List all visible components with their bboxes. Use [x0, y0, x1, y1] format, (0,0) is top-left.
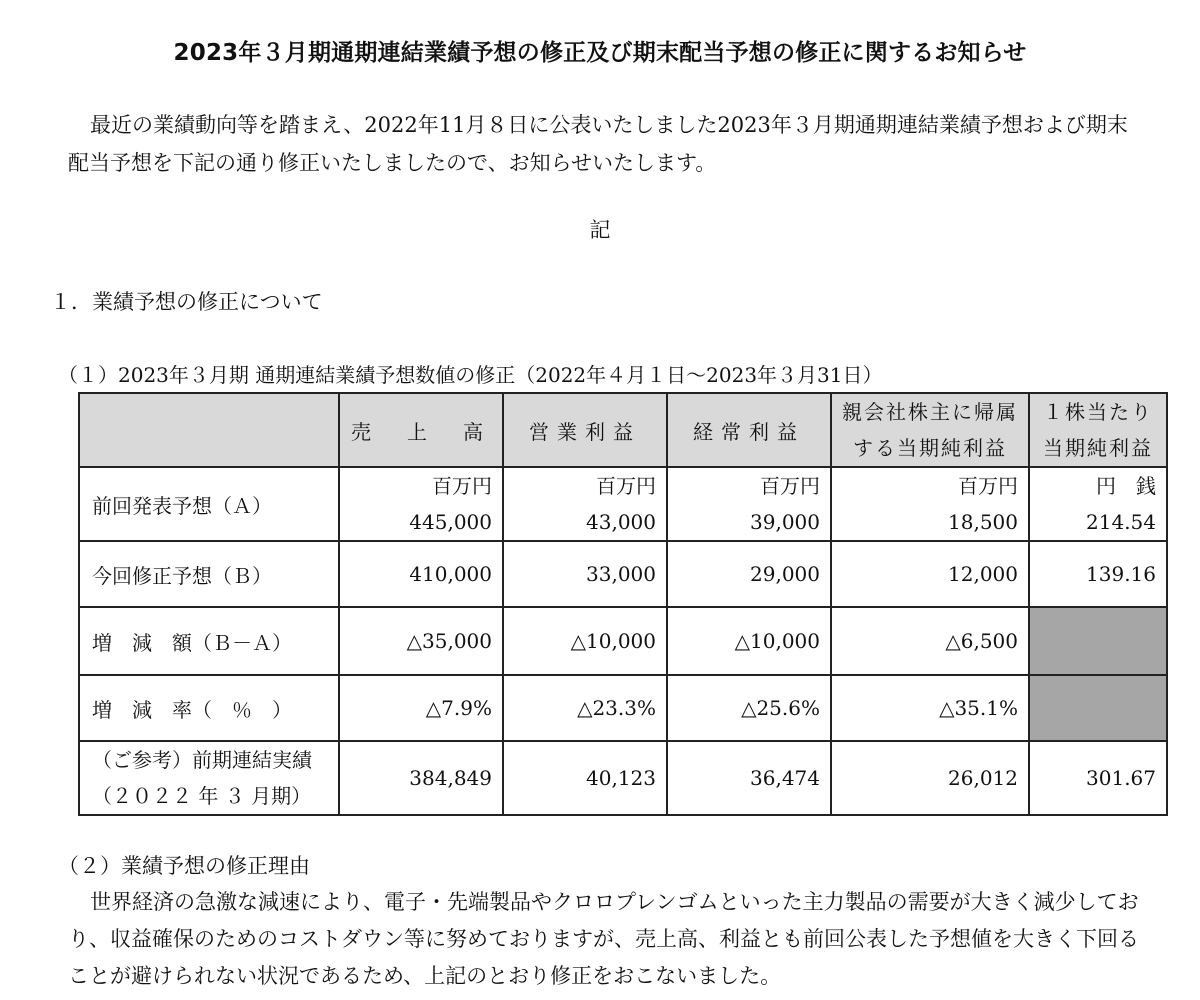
ki-marker: 記 [589, 218, 611, 242]
header-ordinary-income: 経常利益 [667, 393, 831, 467]
table-row [79, 607, 1167, 675]
cell-rev-net-income: 12,000 [831, 541, 1029, 607]
row-label-change-amount: 増 減 額（Ｂ－Ａ） [79, 607, 339, 675]
table-header-row [79, 393, 1167, 467]
header-eps-line2: 当期純利益 [1043, 436, 1153, 460]
table-row [79, 541, 1167, 607]
value: 43,000 [586, 510, 656, 534]
cell-rev-net-sales: 410,000 [339, 541, 503, 607]
cell-prev-ordinary-income [667, 467, 831, 541]
header-eps [1029, 393, 1167, 467]
cell-rev-ordinary-income: 29,000 [667, 541, 831, 607]
cell-rate-eps-shaded [1029, 675, 1167, 741]
cell-prior-eps: 301.67 [1029, 741, 1167, 815]
cell-diff-ordinary-income: △10,000 [667, 607, 831, 675]
row-label-change-rate: 増 減 率（ ％ ） [79, 675, 339, 741]
cell-prev-net-sales [339, 467, 503, 541]
cell-prev-eps [1029, 467, 1167, 541]
header-net-sales: 売 上 高 [339, 393, 503, 467]
header-net-income-line2: する当期純利益 [853, 436, 1007, 460]
cell-diff-operating-income: △10,000 [503, 607, 667, 675]
table-row [79, 467, 1167, 541]
unit-label: 百万円 [760, 474, 820, 498]
subsection-1-heading: （１）2023年３月期 通期連結業績予想数値の修正（2022年４月１日～2023年３月31日） [58, 363, 883, 387]
row-label-line2: （２０２２ 年 ３ 月期） [92, 784, 312, 808]
unit-label: 百万円 [958, 474, 1018, 498]
unit-label: 百万円 [432, 474, 492, 498]
table-row [79, 675, 1167, 741]
cell-diff-net-income: △6,500 [831, 607, 1029, 675]
value: 39,000 [750, 510, 820, 534]
row-label-revised-forecast: 今回修正予想（Ｂ） [79, 541, 339, 607]
forecast-table [78, 392, 1168, 816]
cell-rev-operating-income: 33,000 [503, 541, 667, 607]
document-title: 2023年３月期通期連結業績予想の修正及び期末配当予想の修正に関するお知らせ [173, 40, 1027, 66]
cell-prior-net-sales: 384,849 [339, 741, 503, 815]
cell-prev-net-income [831, 467, 1029, 541]
header-eps-line1: １株当たり [1043, 400, 1153, 424]
cell-rate-net-sales: △7.9% [339, 675, 503, 741]
cell-diff-eps-shaded [1029, 607, 1167, 675]
row-label-line1: （ご参考）前期連結実績 [92, 748, 312, 772]
section-1-heading: １．業績予想の修正について [50, 290, 323, 314]
cell-rate-net-income: △35.1% [831, 675, 1029, 741]
row-label-previous-forecast: 前回発表予想（Ａ） [79, 467, 339, 541]
header-net-income-parent [831, 393, 1029, 467]
header-corner-cell [79, 393, 339, 467]
unit-label: 百万円 [596, 474, 656, 498]
cell-prior-operating-income: 40,123 [503, 741, 667, 815]
cell-rate-ordinary-income: △25.6% [667, 675, 831, 741]
table-row [79, 741, 1167, 815]
cell-prior-net-income: 26,012 [831, 741, 1029, 815]
cell-prior-ordinary-income: 36,474 [667, 741, 831, 815]
cell-rate-operating-income: △23.3% [503, 675, 667, 741]
value: 18,500 [948, 510, 1018, 534]
intro-paragraph: 最近の業績動向等を踏まえ、2022年11月８日に公表いたしました2023年３月期通期連結業績予想および期末配当予想を下記の通り修正いたしましたので、お知らせいたします。 [68, 113, 1128, 175]
unit-label: 円 銭 [1096, 474, 1156, 498]
value: 445,000 [409, 510, 492, 534]
cell-prev-operating-income [503, 467, 667, 541]
cell-rev-eps: 139.16 [1029, 541, 1167, 607]
header-net-income-line1: 親会社株主に帰属 [842, 400, 1018, 424]
header-operating-income: 営業利益 [503, 393, 667, 467]
reason-paragraph: 世界経済の急激な減速により、電子・先端製品やクロロプレンゴムといった主力製品の需要が大きく減少しており、収益確保のためのコストダウン等に努めておりますが、売上高、利益とも前回公表した予想値を大きく下回ることが避けられない状況であるため、上記のとおり修正をおこないました。 [68, 890, 1139, 988]
subsection-2-heading: （２）業績予想の修正理由 [58, 854, 310, 878]
value: 214.54 [1086, 510, 1156, 534]
cell-diff-net-sales: △35,000 [339, 607, 503, 675]
row-label-prior-year-actual [79, 741, 339, 815]
